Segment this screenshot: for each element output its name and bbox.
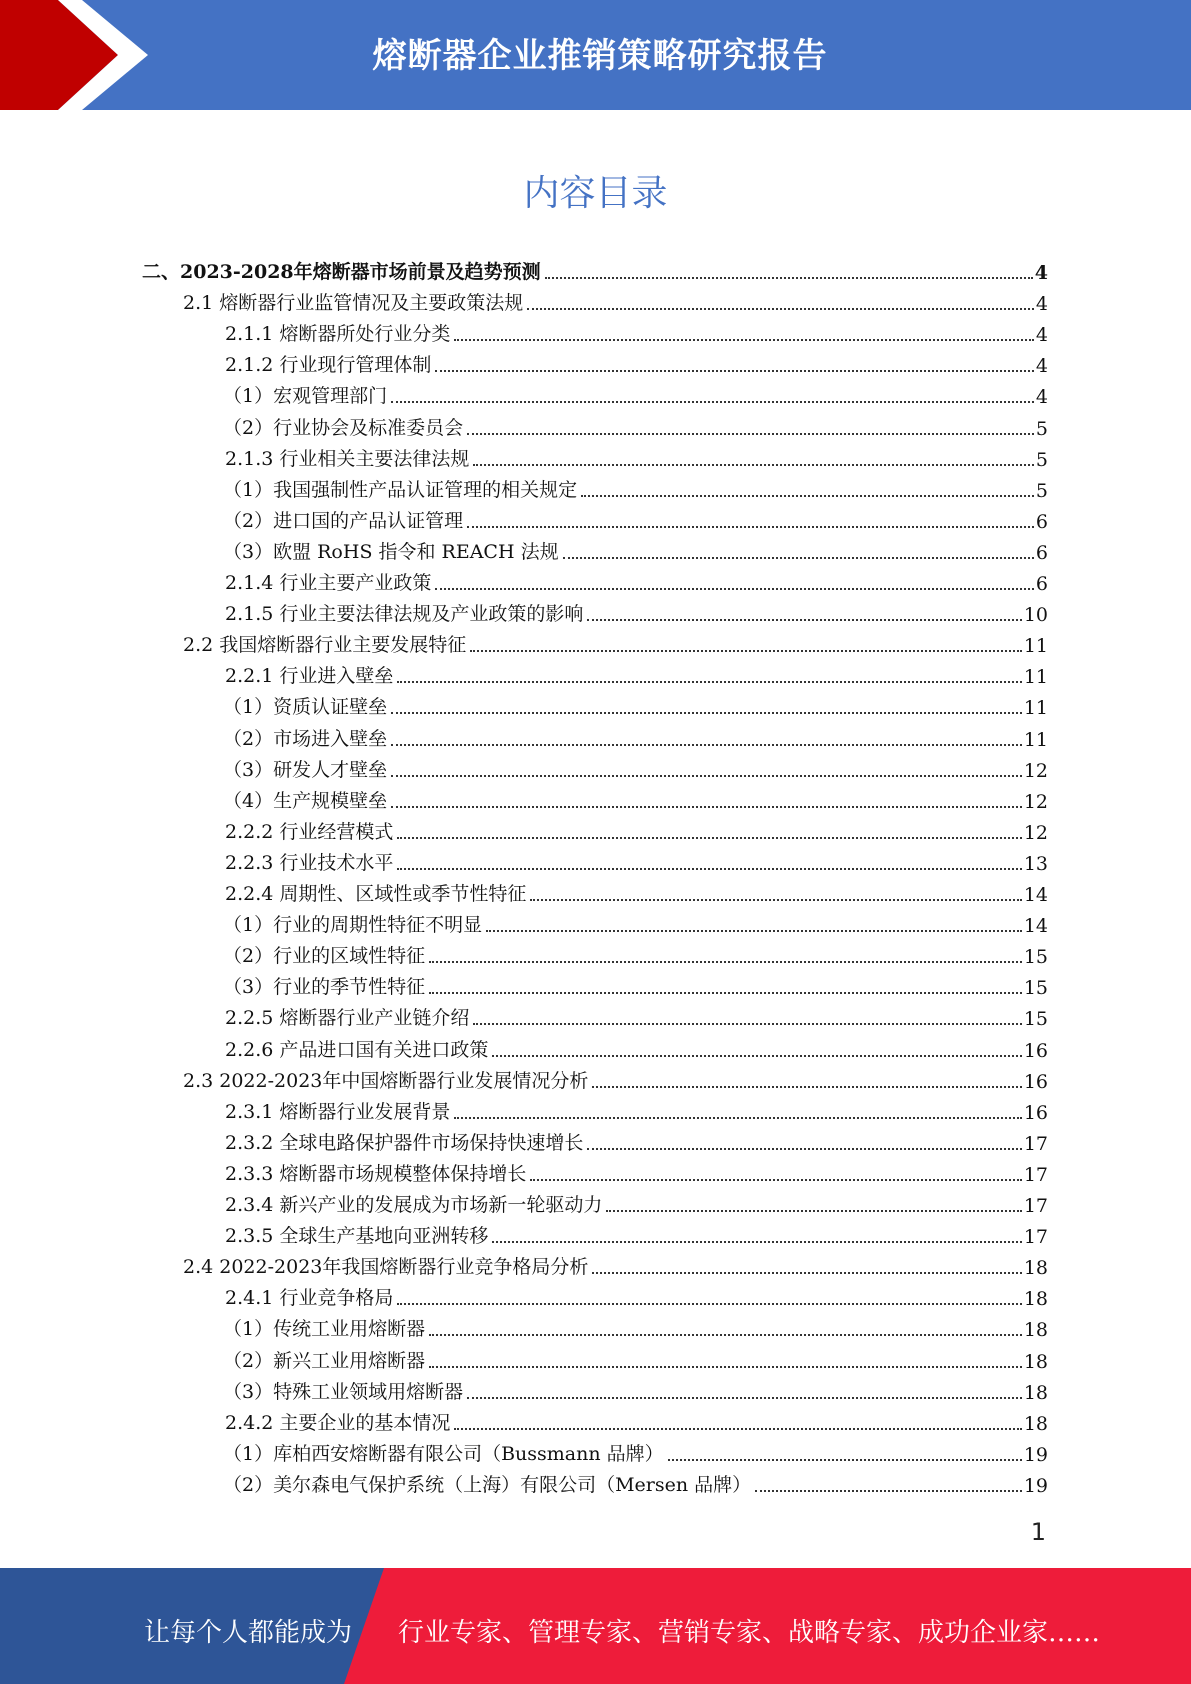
toc-dot-leader	[429, 1334, 1022, 1336]
toc-dot-leader	[391, 712, 1022, 714]
toc-dot-leader	[592, 1272, 1021, 1274]
toc-dot-leader	[467, 433, 1034, 435]
toc-entry-page: 14	[1023, 884, 1048, 906]
toc-dot-leader	[581, 495, 1034, 497]
toc-entry-label: （2）市场进入壁垒	[223, 727, 388, 750]
toc-entry[interactable]	[223, 1310, 1048, 1341]
toc-entry-label: （3）研发人才壁垒	[223, 758, 388, 781]
toc-entry-page: 11	[1023, 635, 1048, 658]
toc-entry-label: 2.3.1 熔断器行业发展背景	[225, 1100, 451, 1123]
toc-entry-page: 18	[1023, 1381, 1048, 1404]
toc-dot-leader	[492, 1055, 1021, 1057]
toc-entry[interactable]	[225, 346, 1048, 377]
toc-entry[interactable]	[223, 782, 1048, 813]
toc-entry-page: 5	[1035, 448, 1048, 471]
toc-entry[interactable]	[225, 813, 1048, 844]
toc-entry-page: 17	[1023, 1226, 1048, 1249]
toc-entry-label: 2.4.2 主要企业的基本情况	[225, 1411, 451, 1434]
toc-entry-label: 2.3.4 新兴产业的发展成为市场新一轮驱动力	[225, 1194, 603, 1216]
toc-entry[interactable]	[225, 1031, 1048, 1062]
toc-entry[interactable]	[225, 315, 1048, 346]
toc-entry-label: （2）美尔森电气保护系统（上海）有限公司（Mersen 品牌）	[223, 1473, 752, 1496]
footer-slogan-left: 让每个人都能成为	[144, 1618, 353, 1648]
toc-entry[interactable]	[223, 409, 1048, 440]
toc-entry-label: 2.1.4 行业主要产业政策	[225, 572, 432, 594]
toc-entry[interactable]	[183, 1062, 1048, 1093]
toc-entry-page: 18	[1023, 1257, 1048, 1280]
toc-dot-leader	[454, 339, 1034, 341]
toc-entry[interactable]	[223, 937, 1048, 968]
toc-entry[interactable]	[225, 595, 1048, 626]
toc-entry-page: 6	[1035, 573, 1048, 595]
toc-dot-leader	[592, 1086, 1021, 1088]
toc-dot-leader	[563, 557, 1034, 559]
toc-entry-label: 2.3 2022-2023年中国熔断器行业发展情况分析	[183, 1069, 589, 1092]
toc-dot-leader	[545, 277, 1033, 279]
toc-entry[interactable]	[225, 1404, 1048, 1435]
toc-entry[interactable]	[225, 1155, 1048, 1186]
toc-entry-label: 2.2.1 行业进入壁垒	[225, 665, 394, 688]
toc-heading: 内容目录	[523, 173, 668, 214]
toc-dot-leader	[473, 464, 1034, 466]
toc-entry-page: 15	[1023, 946, 1048, 969]
toc-entry-label: 2.1.2 行业现行管理体制	[225, 354, 432, 377]
toc-entry-label: 2.3.3 熔断器市场规模整体保持增长	[225, 1162, 527, 1185]
toc-entry-page: 15	[1023, 977, 1048, 1000]
toc-entry[interactable]	[225, 875, 1048, 906]
toc-dot-leader	[397, 837, 1021, 839]
toc-dot-leader	[454, 1117, 1021, 1119]
toc-entry[interactable]	[225, 844, 1048, 875]
toc-entry-label: 二、2023-2028年熔断器市场前景及趋势预测	[142, 261, 541, 283]
toc-entry-page: 4	[1034, 262, 1048, 284]
toc-entry[interactable]	[183, 284, 1048, 315]
toc-dot-leader	[435, 588, 1034, 590]
toc-dot-leader	[486, 930, 1022, 932]
toc-entry-page: 12	[1023, 759, 1048, 782]
toc-entry-label: 2.4.1 行业竞争格局	[225, 1287, 394, 1310]
toc-entry[interactable]	[225, 1279, 1048, 1310]
toc-entry-page: 13	[1023, 852, 1048, 875]
toc-dot-leader	[391, 806, 1022, 808]
toc-dot-leader	[467, 526, 1034, 528]
toc-entry-page: 12	[1023, 821, 1048, 844]
toc-entry-label: （1）库柏西安熔断器有限公司（Bussmann 品牌）	[223, 1442, 664, 1465]
toc-entry-page: 5	[1035, 417, 1048, 440]
toc-entry-label: （2）进口国的产品认证管理	[223, 509, 464, 532]
toc-entry-page: 18	[1023, 1319, 1048, 1342]
toc-entry-page: 19	[1023, 1474, 1048, 1497]
toc-entry-label: （1）我国强制性产品认证管理的相关规定	[223, 478, 578, 501]
toc-dot-leader	[530, 899, 1021, 901]
footer-slogan-right: 行业专家、管理专家、营销专家、战略专家、成功企业家……	[398, 1618, 1101, 1648]
toc-entry-page: 12	[1023, 790, 1048, 813]
toc-entry[interactable]	[142, 253, 1048, 284]
toc-dot-leader	[530, 1179, 1021, 1181]
toc-entry[interactable]	[223, 502, 1048, 533]
toc-entry[interactable]	[225, 440, 1048, 471]
toc-entry-page: 5	[1035, 479, 1048, 502]
toc-dot-leader	[587, 619, 1021, 621]
toc-entry-page: 6	[1035, 541, 1048, 564]
toc-entry-label: 2.1.1 熔断器所处行业分类	[225, 323, 451, 346]
toc-dot-leader	[527, 308, 1034, 310]
toc-dot-leader	[587, 1148, 1021, 1150]
toc-entry-label: （3）欧盟 RoHS 指令和 REACH 法规	[223, 540, 559, 563]
toc-dot-leader	[454, 1428, 1021, 1430]
toc-entry[interactable]	[225, 1124, 1048, 1155]
toc-dot-leader	[429, 961, 1022, 963]
toc-entry-page: 16	[1023, 1070, 1048, 1093]
footer-banner	[0, 1568, 1191, 1684]
toc-dot-leader	[668, 1459, 1022, 1461]
toc-entry[interactable]	[223, 751, 1048, 782]
toc-entry-label: 2.3.2 全球电路保护器件市场保持快速增长	[225, 1131, 584, 1154]
toc-entry-label: （1）宏观管理部门	[223, 385, 388, 408]
toc-entry-page: 17	[1023, 1195, 1048, 1217]
toc-entry-label: （1）资质认证壁垒	[223, 696, 388, 719]
toc-entry[interactable]	[223, 720, 1048, 751]
toc-dot-leader	[397, 681, 1021, 683]
toc-entry-page: 17	[1023, 1132, 1048, 1155]
toc-dot-leader	[397, 1303, 1021, 1305]
toc-dot-leader	[397, 868, 1021, 870]
toc-entry-page: 4	[1035, 293, 1048, 316]
toc-entry[interactable]	[223, 471, 1048, 502]
toc-entry-label: （2）行业的区域性特征	[223, 945, 426, 968]
toc-entry[interactable]	[225, 564, 1048, 595]
toc-entry-label: （2）行业协会及标准委员会	[223, 416, 464, 439]
toc-entry-label: 2.1.3 行业相关主要法律法规	[225, 447, 470, 470]
toc-entry-label: 2.2 我国熔断器行业主要发展特征	[183, 634, 467, 657]
toc-entry-page: 10	[1023, 604, 1048, 627]
toc-dot-leader	[473, 1023, 1021, 1025]
toc-entry-page: 4	[1035, 386, 1048, 409]
toc-entry-page: 18	[1023, 1350, 1048, 1373]
toc-entry-page: 16	[1023, 1101, 1048, 1124]
report-title: 熔断器企业推销策略研究报告	[372, 36, 828, 76]
toc-entry-label: 2.1.5 行业主要法律法规及产业政策的影响	[225, 603, 584, 626]
toc-entry-label: 2.2.3 行业技术水平	[225, 851, 394, 874]
toc-entry-page: 11	[1023, 728, 1048, 751]
toc-entry-label: （1）行业的周期性特征不明显	[223, 914, 483, 937]
toc-dot-leader	[391, 401, 1034, 403]
toc-dot-leader	[435, 370, 1034, 372]
toc-entry[interactable]	[223, 533, 1048, 564]
toc-entry-page: 14	[1023, 915, 1048, 938]
header-banner	[0, 0, 1191, 110]
toc-dot-leader	[467, 1397, 1022, 1399]
toc-entry-label: （3）特殊工业领域用熔断器	[223, 1380, 464, 1403]
toc-dot-leader	[391, 775, 1022, 777]
toc-dot-leader	[606, 1210, 1021, 1212]
toc-entry-label: 2.2.2 行业经营模式	[225, 820, 394, 843]
toc-entry-label: 2.2.5 熔断器行业产业链介绍	[225, 1007, 470, 1030]
toc-entry[interactable]	[223, 1342, 1048, 1373]
toc-entry[interactable]	[225, 1217, 1048, 1248]
toc-dot-leader	[429, 992, 1022, 994]
toc-entry-page: 18	[1023, 1288, 1048, 1311]
toc-entry-page: 11	[1023, 697, 1048, 720]
toc-entry-label: （3）行业的季节性特征	[223, 976, 426, 999]
toc-dot-leader	[755, 1490, 1022, 1492]
toc-dot-leader	[391, 744, 1022, 746]
toc-entry[interactable]	[223, 377, 1048, 408]
toc-dot-leader	[429, 1366, 1022, 1368]
toc-entry[interactable]	[225, 1186, 1048, 1217]
page-number: 1	[1030, 1518, 1046, 1546]
toc-entry-page: 17	[1023, 1163, 1048, 1186]
toc-entry[interactable]	[183, 626, 1048, 657]
toc-entry-label: 2.3.5 全球生产基地向亚洲转移	[225, 1225, 489, 1248]
toc-entry[interactable]	[225, 1093, 1048, 1124]
toc-entry-page: 11	[1023, 666, 1048, 689]
toc-entry[interactable]	[223, 968, 1048, 999]
toc-entry[interactable]	[223, 1373, 1048, 1404]
toc-entry-page: 16	[1023, 1039, 1048, 1062]
toc-entry-label: （1）传统工业用熔断器	[223, 1318, 426, 1341]
toc-entry-label: 2.2.6 产品进口国有关进口政策	[225, 1038, 489, 1061]
toc-entry-page: 4	[1035, 324, 1048, 347]
toc-entry-page: 4	[1035, 355, 1048, 378]
toc-entry[interactable]	[223, 1466, 1048, 1497]
toc-entry[interactable]	[223, 1435, 1048, 1466]
toc-entry-page: 15	[1023, 1008, 1048, 1031]
toc-entry[interactable]	[223, 906, 1048, 937]
toc-entry[interactable]	[223, 688, 1048, 719]
toc-entry-page: 19	[1023, 1443, 1048, 1466]
toc-entry-label: （4）生产规模壁垒	[223, 789, 388, 812]
toc-dot-leader	[492, 1241, 1021, 1243]
toc-entry[interactable]	[225, 999, 1048, 1030]
toc-entry-label: 2.4 2022-2023年我国熔断器行业竞争格局分析	[183, 1256, 589, 1279]
toc-entry[interactable]	[225, 657, 1048, 688]
toc-entry-label: （2）新兴工业用熔断器	[223, 1349, 426, 1372]
toc-entry-label: 2.2.4 周期性、区域性或季节性特征	[225, 883, 527, 905]
toc-entry-page: 6	[1035, 510, 1048, 533]
toc-dot-leader	[470, 650, 1022, 652]
toc-entry-page: 18	[1023, 1412, 1048, 1435]
toc-entry-label: 2.1 熔断器行业监管情况及主要政策法规	[183, 292, 524, 315]
toc-entry[interactable]	[183, 1248, 1048, 1279]
